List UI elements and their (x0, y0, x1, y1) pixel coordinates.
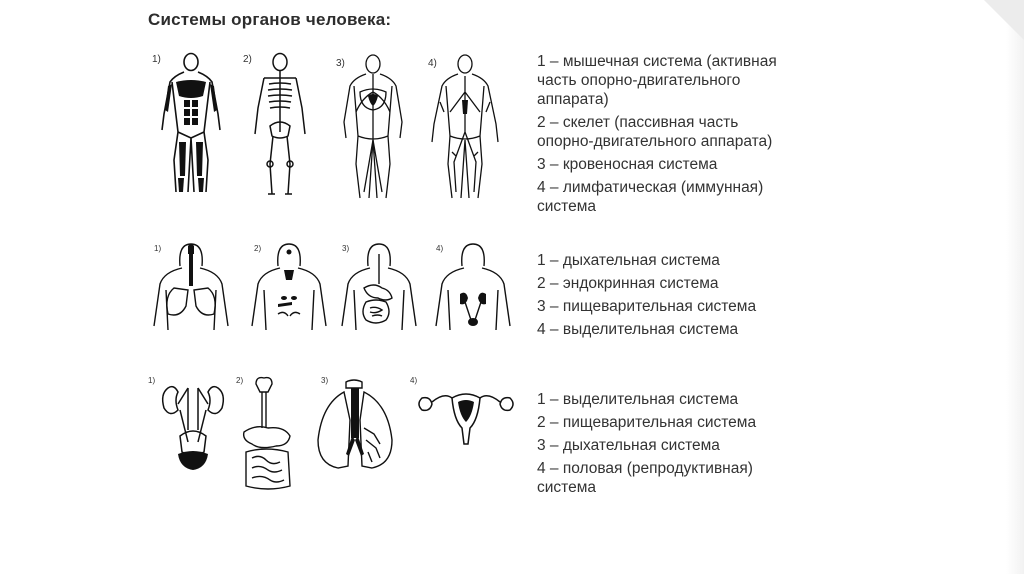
figure-number: 1) (148, 376, 156, 385)
legend-item: 1 – дыхательная система (537, 252, 720, 269)
page-fold-corner (984, 0, 1024, 40)
legend-item: 1 – мышечная система (активная часть опорно-двигательного аппарата) (537, 53, 777, 108)
figure-number: 4) (428, 58, 437, 69)
legend-item: 4 – половая (репродуктивная) система (537, 460, 753, 496)
lungs-icon (314, 378, 396, 482)
figure-number: 3) (336, 58, 345, 69)
figure-number: 1) (154, 244, 162, 253)
legend-item: 3 – пищеварительная система (537, 298, 757, 315)
muscular-body-icon (158, 52, 224, 202)
excretory-torso-icon (432, 240, 514, 332)
figure-number: 2) (236, 376, 244, 385)
endocrine-torso-icon (248, 240, 330, 332)
circulatory-body-icon (340, 52, 406, 202)
legend-item: 2 – эндокринная система (537, 275, 719, 292)
respiratory-torso-icon (150, 240, 232, 332)
legend-row-1 (537, 52, 837, 220)
legend-item: 3 – дыхательная система (537, 437, 720, 454)
uterus-icon (414, 384, 518, 456)
page-title: Системы органов человека: (148, 10, 392, 29)
lymphatic-body-icon (430, 52, 500, 202)
legend-item: 1 – выделительная система (537, 391, 739, 408)
figure-number: 2) (254, 244, 262, 253)
legend-item: 3 – кровеносная система (537, 156, 718, 173)
figure-number: 1) (152, 54, 161, 65)
digestive-torso-icon (338, 240, 420, 332)
digestive-tract-icon (236, 374, 300, 498)
figure-number: 3) (342, 244, 350, 253)
legend-item: 4 – лимфатическая (иммунная) система (537, 179, 764, 215)
page-edge-shadow (1006, 0, 1024, 574)
skeleton-body-icon (250, 52, 310, 202)
legend-row-3 (537, 390, 837, 501)
figure-number: 4) (410, 376, 418, 385)
legend-item: 2 – скелет (пассивная часть опорно-двигательного аппарата) (537, 114, 773, 150)
figure-number: 4) (436, 244, 444, 253)
kidneys-bladder-icon (158, 380, 228, 472)
legend-row-2 (537, 251, 837, 343)
figure-number: 2) (243, 54, 252, 65)
legend-item: 2 – пищеварительная система (537, 414, 757, 431)
legend-item: 4 – выделительная система (537, 321, 739, 338)
figure-number: 3) (321, 376, 329, 385)
